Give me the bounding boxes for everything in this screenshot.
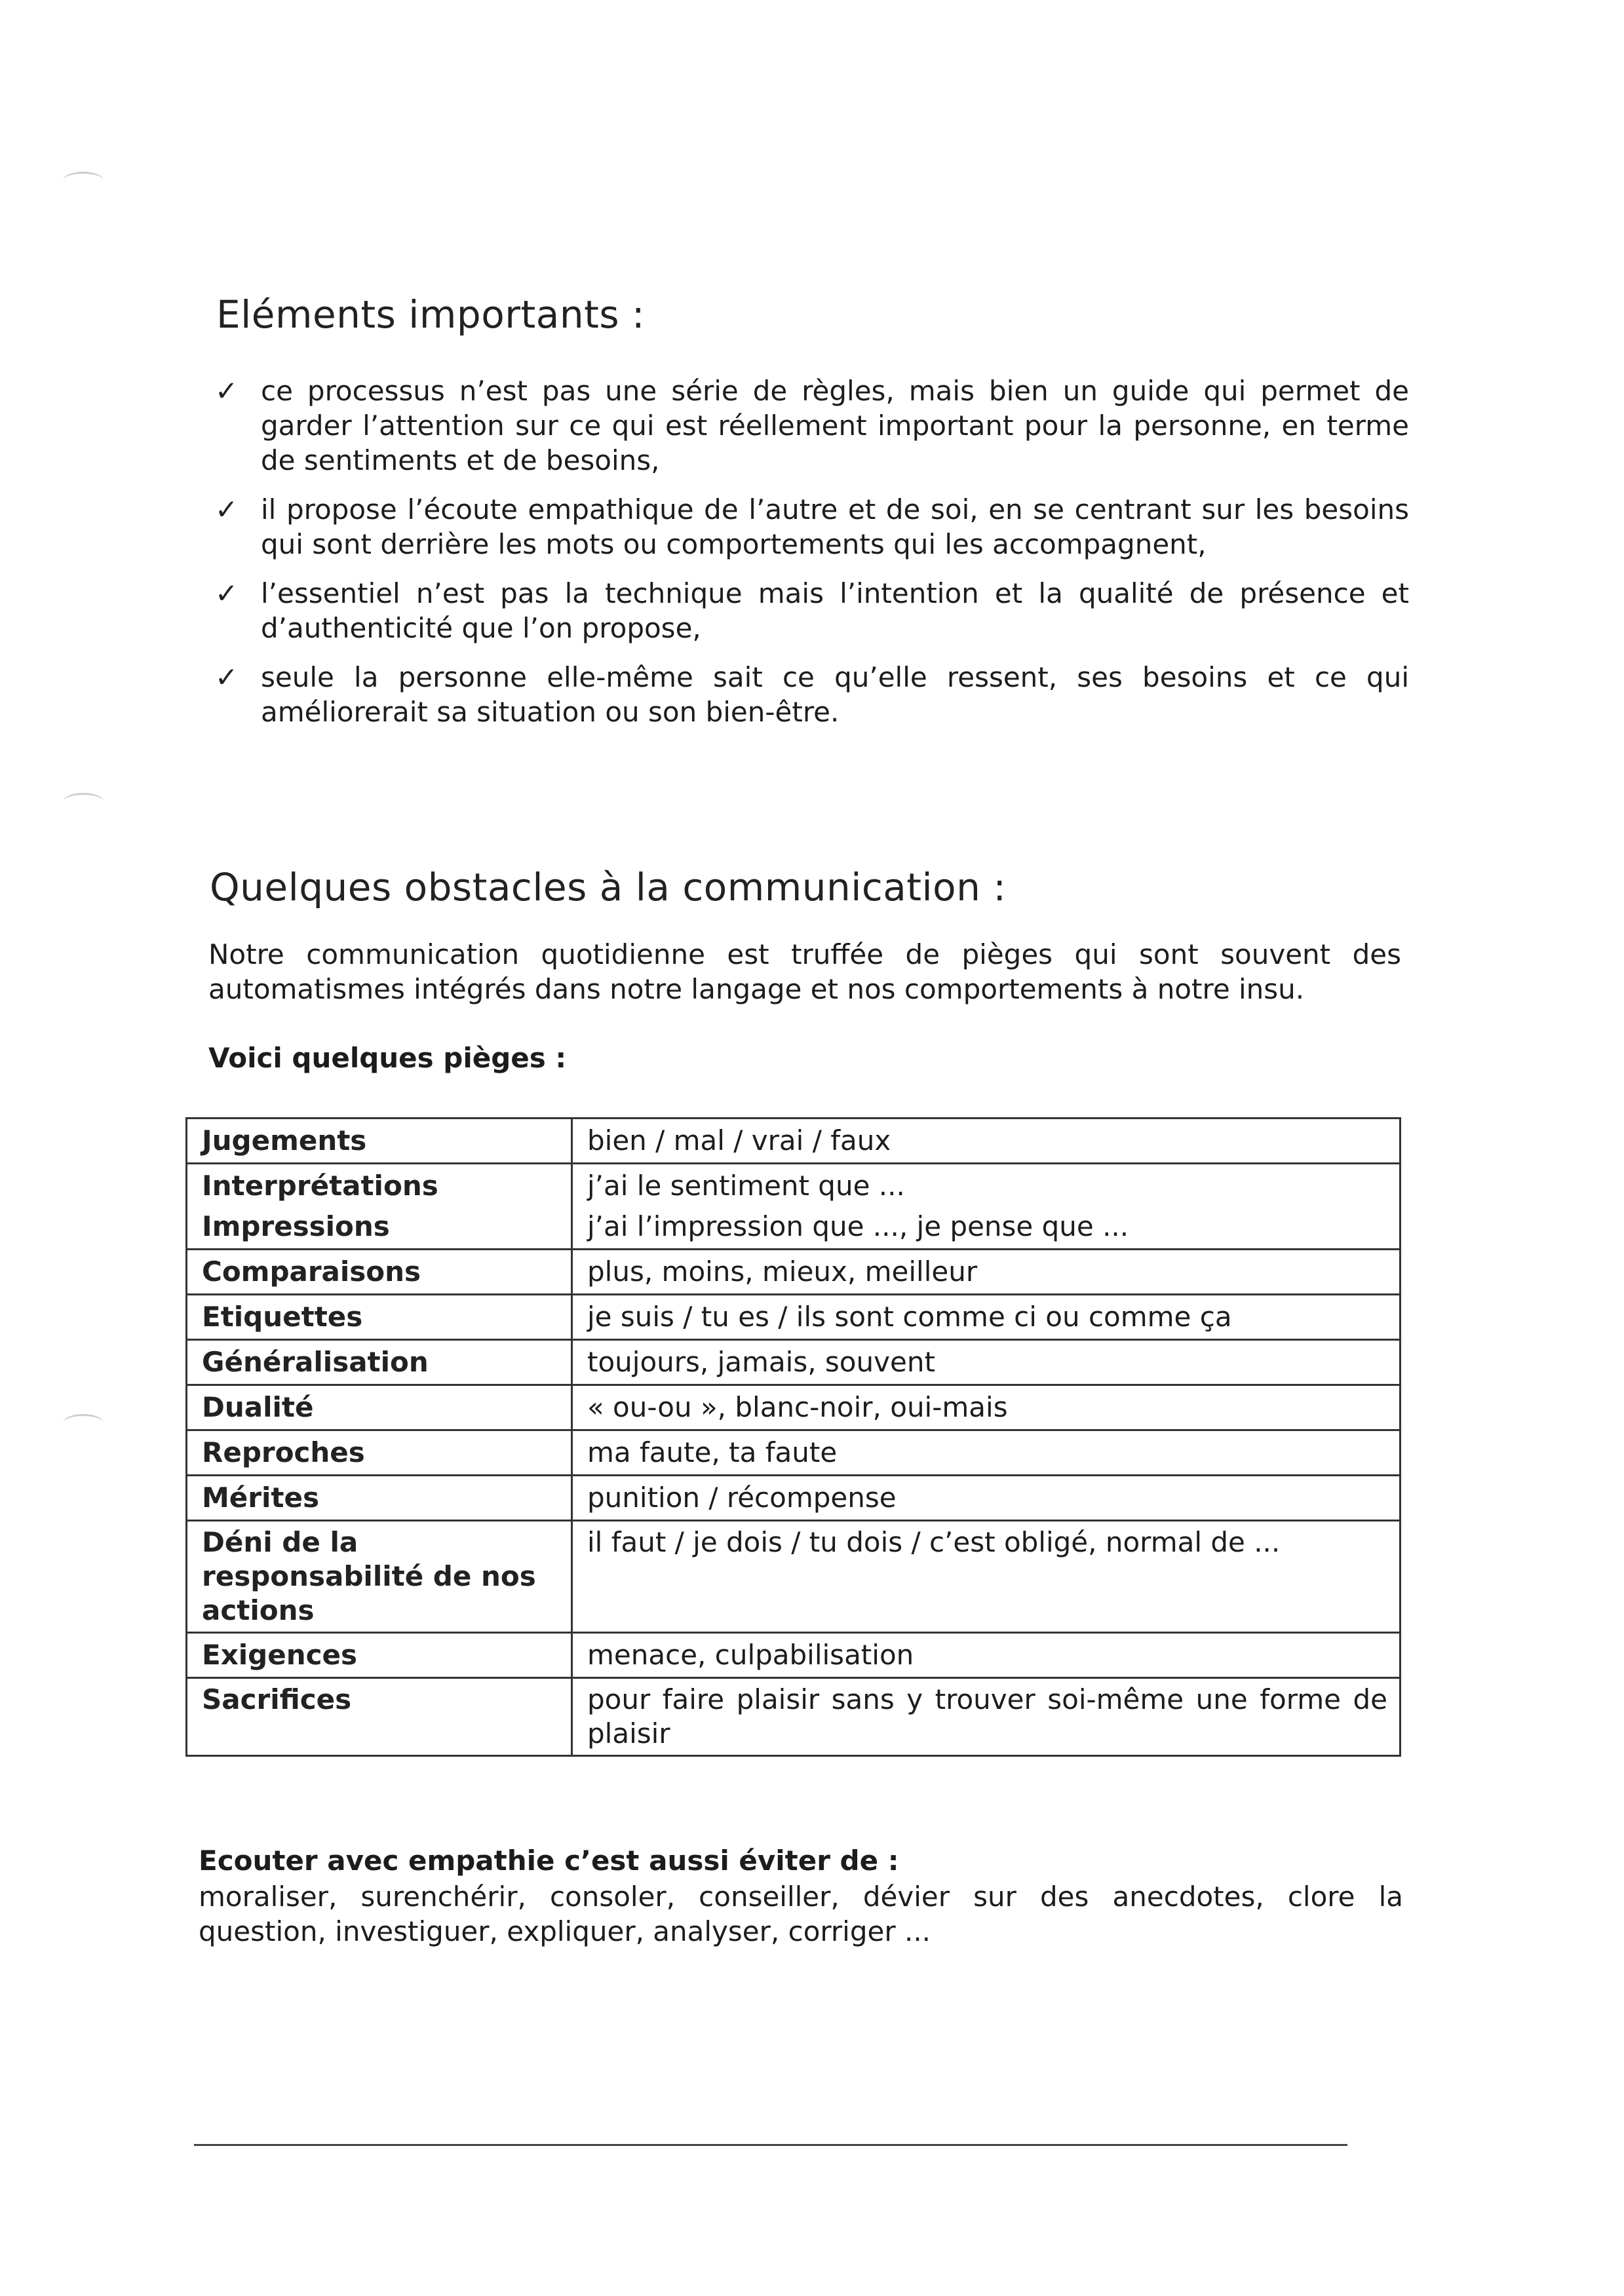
intro-paragraph: Notre communication quotidienne est truffée de pièges qui sont souvent des automatismes intégrés dans notre langage et nos comportements à notre insu. bbox=[208, 938, 1401, 1005]
list-item-text: il propose l’écoute empathique de l’autre et de soi, en se centrant sur les besoins qui sont derrière les mots ou comportements qui les accompagnent, bbox=[261, 493, 1409, 560]
scan-mark bbox=[63, 793, 104, 811]
trap-examples: bien / mal / vrai / faux bbox=[572, 1119, 1401, 1164]
table-row bbox=[187, 1295, 1401, 1340]
checkmark-icon: ✓ bbox=[215, 661, 239, 693]
list-item-text: l’essentiel n’est pas la technique mais l’intention et la qualité de présence et d’authenticité que l’on propose, bbox=[261, 577, 1409, 644]
list-item bbox=[208, 373, 1409, 478]
trap-examples: punition / récompense bbox=[572, 1476, 1401, 1521]
closing-text: moraliser, surenchérir, consoler, conseiller, dévier sur des anecdotes, clore la question, investiguer, expliquer, analyser, corriger ... bbox=[199, 1881, 1403, 1947]
trap-examples: plus, moins, mieux, meilleur bbox=[572, 1250, 1401, 1295]
checkmark-icon: ✓ bbox=[215, 493, 239, 526]
trap-term: Exigences bbox=[187, 1633, 572, 1678]
trap-examples: ma faute, ta faute bbox=[572, 1430, 1401, 1476]
traps-table bbox=[185, 1117, 1401, 1757]
trap-term: Sacrifices bbox=[187, 1678, 572, 1756]
trap-examples: toujours, jamais, souvent bbox=[572, 1340, 1401, 1385]
table-row bbox=[187, 1119, 1401, 1164]
footer-divider bbox=[194, 2144, 1347, 2146]
trap-examples: « ou-ou », blanc-noir, oui-mais bbox=[572, 1385, 1401, 1430]
trap-term: Déni de la responsabilité de nos actions bbox=[187, 1521, 572, 1633]
checkmark-icon: ✓ bbox=[215, 577, 239, 609]
trap-term: Reproches bbox=[187, 1430, 572, 1476]
trap-example-line: j’ai l’impression que ..., je pense que ... bbox=[587, 1210, 1129, 1242]
trap-examples bbox=[572, 1164, 1401, 1250]
trap-term: Généralisation bbox=[187, 1340, 572, 1385]
section-heading-obstacles: Quelques obstacles à la communication : bbox=[210, 865, 1007, 909]
trap-term-line: Interprétations bbox=[202, 1170, 438, 1202]
table-row bbox=[187, 1340, 1401, 1385]
table-row bbox=[187, 1521, 1401, 1633]
table-row bbox=[187, 1476, 1401, 1521]
table-row bbox=[187, 1164, 1401, 1250]
trap-examples: il faut / je dois / tu dois / c’est obligé, normal de ... bbox=[572, 1521, 1401, 1633]
traps-subtitle: Voici quelques pièges : bbox=[208, 1042, 567, 1074]
table-row bbox=[187, 1633, 1401, 1678]
table-row bbox=[187, 1430, 1401, 1476]
trap-term: Dualité bbox=[187, 1385, 572, 1430]
table-row bbox=[187, 1250, 1401, 1295]
trap-example-line: j’ai le sentiment que ... bbox=[587, 1170, 905, 1202]
scan-mark bbox=[63, 172, 104, 189]
table-row bbox=[187, 1385, 1401, 1430]
trap-examples: pour faire plaisir sans y trouver soi-même une forme de plaisir bbox=[572, 1678, 1401, 1756]
trap-examples: je suis / tu es / ils sont comme ci ou comme ça bbox=[572, 1295, 1401, 1340]
list-item bbox=[208, 660, 1409, 729]
trap-examples: menace, culpabilisation bbox=[572, 1633, 1401, 1678]
trap-term: Mérites bbox=[187, 1476, 572, 1521]
section-heading-important: Eléments importants : bbox=[216, 292, 646, 337]
list-item bbox=[208, 492, 1409, 562]
list-item-text: ce processus n’est pas une série de règles, mais bien un guide qui permet de garder l’attention sur ce qui est réellement important pour la personne, en terme de sentiments et de besoins, bbox=[261, 375, 1409, 476]
trap-term: Etiquettes bbox=[187, 1295, 572, 1340]
trap-term bbox=[187, 1164, 572, 1250]
list-item-text: seule la personne elle-même sait ce qu’elle ressent, ses besoins et ce qui améliorerait sa situation ou son bien-être. bbox=[261, 661, 1409, 728]
list-item bbox=[208, 576, 1409, 645]
checkmark-icon: ✓ bbox=[215, 375, 239, 407]
trap-term: Jugements bbox=[187, 1119, 572, 1164]
trap-term: Comparaisons bbox=[187, 1250, 572, 1295]
trap-term-line: Impressions bbox=[202, 1210, 390, 1242]
closing-title: Ecouter avec empathie c’est aussi éviter de : bbox=[199, 1845, 899, 1877]
table-row bbox=[187, 1678, 1401, 1756]
important-points-list bbox=[208, 373, 1409, 744]
scan-mark bbox=[63, 1414, 104, 1432]
